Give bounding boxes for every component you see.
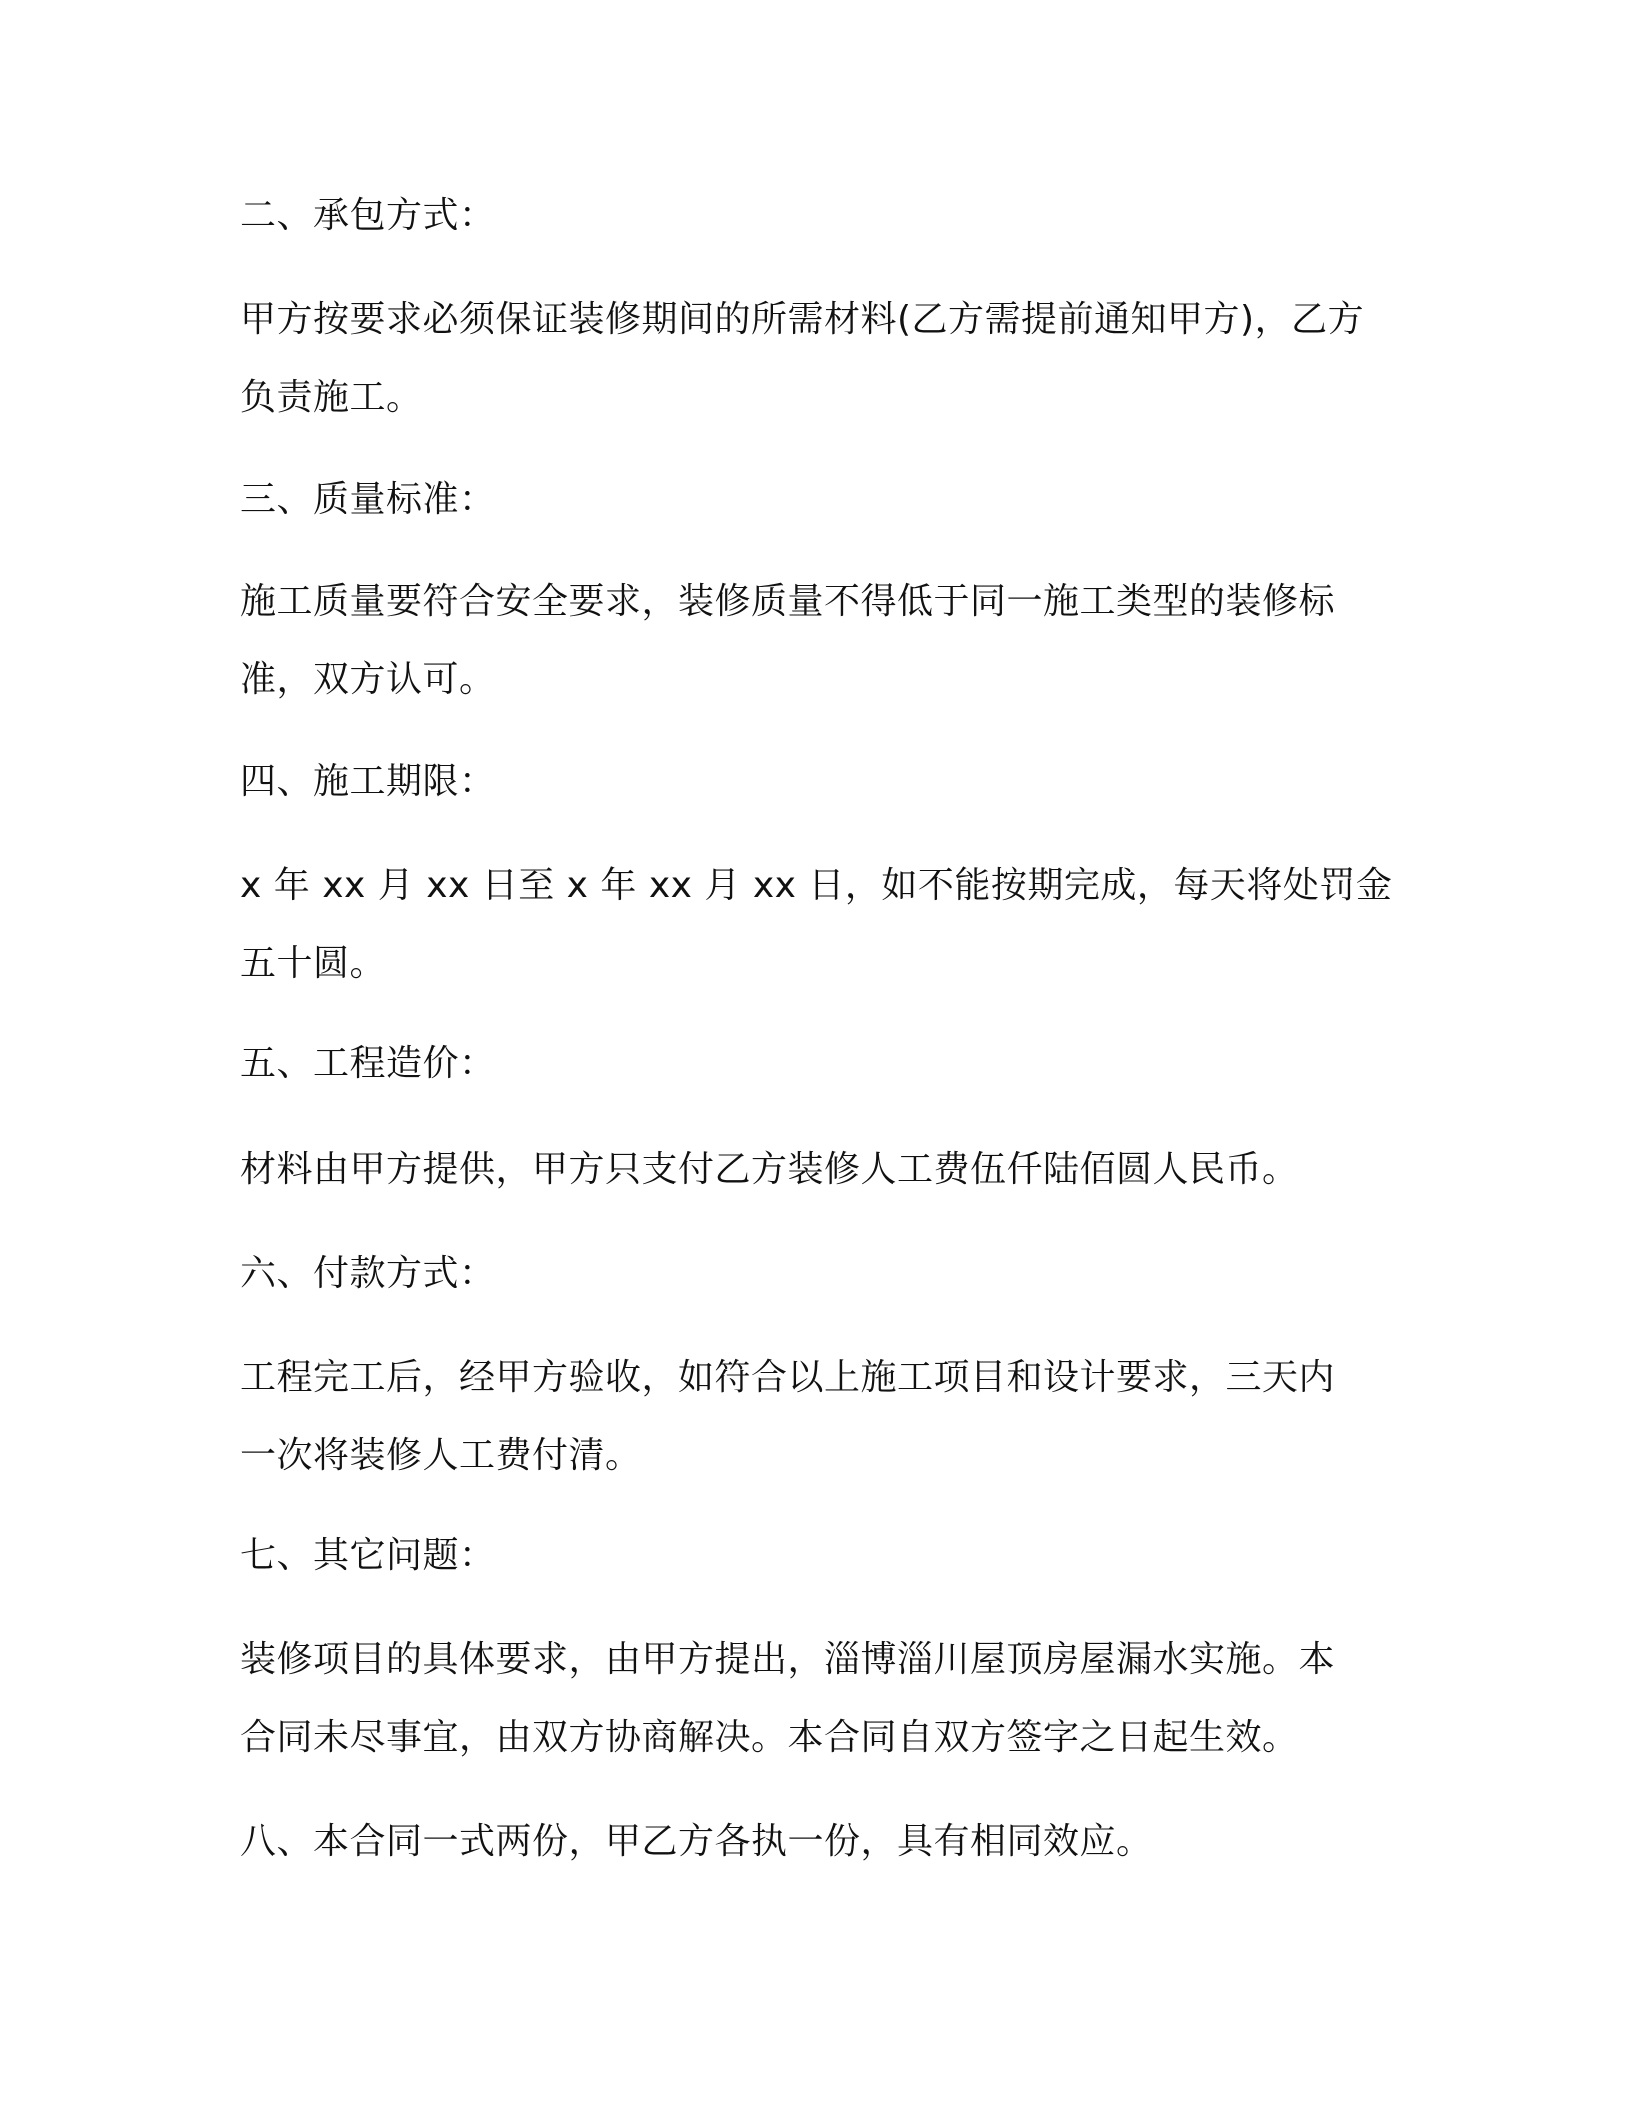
section-heading-other-issues: 七、其它问题： xyxy=(240,1535,496,1576)
section-heading-payment-method: 六、付款方式： xyxy=(240,1253,496,1294)
paragraph-period-line-1: x 年 xx 月 xx 日至 x 年 xx 月 xx 日，如不能按期完成，每天将处罚金 xyxy=(240,865,1393,906)
paragraph-period-line-2: 五十圆。 xyxy=(240,943,387,984)
paragraph-other-line-1: 装修项目的具体要求，由甲方提出，淄博淄川屋顶房屋漏水实施。本 xyxy=(240,1639,1336,1680)
paragraph-contract-method-line-2: 负责施工。 xyxy=(240,377,423,418)
section-heading-quality-standard: 三、质量标准： xyxy=(240,479,496,520)
paragraph-quality-line-2: 准，双方认可。 xyxy=(240,659,496,700)
section-heading-copies: 八、本合同一式两份，甲乙方各执一份，具有相同效应。 xyxy=(240,1821,1153,1862)
section-heading-project-cost: 五、工程造价： xyxy=(240,1043,496,1084)
paragraph-quality-line-1: 施工质量要符合安全要求，装修质量不得低于同一施工类型的装修标 xyxy=(240,581,1336,622)
paragraph-payment-line-2: 一次将装修人工费付清。 xyxy=(240,1435,642,1476)
paragraph-payment-line-1: 工程完工后，经甲方验收，如符合以上施工项目和设计要求，三天内 xyxy=(240,1357,1336,1398)
paragraph-cost-line-1: 材料由甲方提供，甲方只支付乙方装修人工费伍仟陆佰圆人民币。 xyxy=(240,1149,1299,1190)
section-heading-construction-period: 四、施工期限： xyxy=(240,761,496,802)
paragraph-contract-method-line-1: 甲方按要求必须保证装修期间的所需材料(乙方需提前通知甲方)，乙方 xyxy=(240,299,1365,340)
paragraph-other-line-2: 合同未尽事宜，由双方协商解决。本合同自双方签字之日起生效。 xyxy=(240,1717,1299,1758)
section-heading-contract-method: 二、承包方式： xyxy=(240,195,496,236)
